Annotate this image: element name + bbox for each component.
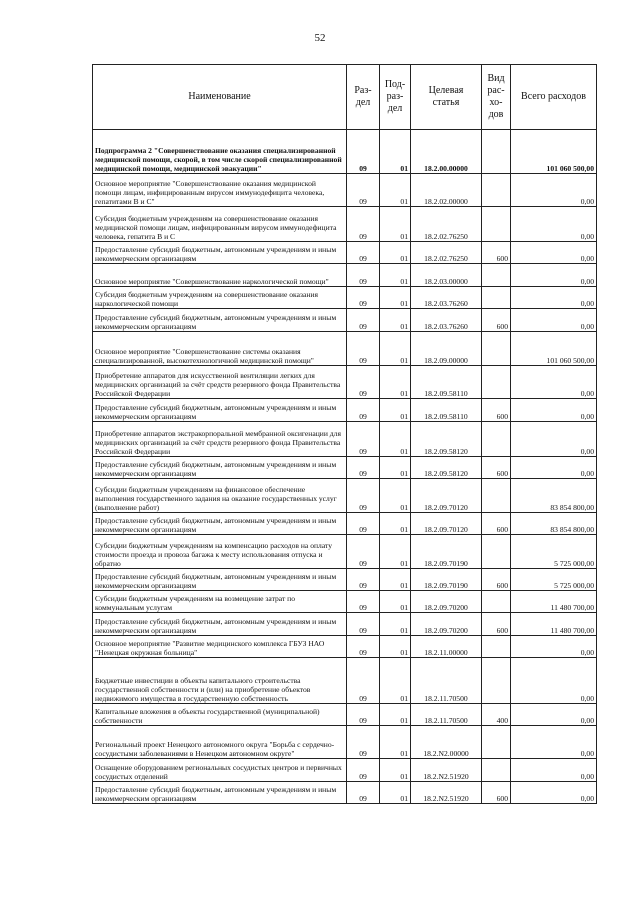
cell-statya: 18.2.03.76260 xyxy=(411,287,482,309)
cell-statya: 18.2.11.70500 xyxy=(411,658,482,704)
cell-razdel: 09 xyxy=(347,332,380,366)
cell-vid xyxy=(482,207,511,242)
cell-razdel: 09 xyxy=(347,613,380,636)
cell-name: Предоставление субсидий бюджетным, автономным учреждениям и иным некоммерческим организациям xyxy=(93,569,347,591)
cell-podrazdel: 01 xyxy=(380,207,411,242)
cell-total: 0,00 xyxy=(511,422,597,457)
cell-podrazdel: 01 xyxy=(380,264,411,287)
cell-total: 5 725 000,00 xyxy=(511,569,597,591)
table-row xyxy=(93,332,597,366)
cell-total: 0,00 xyxy=(511,636,597,658)
cell-statya: 18.2.09.70120 xyxy=(411,479,482,513)
table-row xyxy=(93,174,597,207)
cell-name: Основное мероприятие "Совершенствование системы оказания специализированной, высокотехнологичной медицинской помощи" xyxy=(93,332,347,366)
cell-total: 0,00 xyxy=(511,264,597,287)
cell-total: 101 060 500,00 xyxy=(511,332,597,366)
cell-name: Оснащение оборудованием региональных сосудистых центров и первичных сосудистых отделений xyxy=(93,759,347,782)
cell-total: 0,00 xyxy=(511,726,597,759)
cell-vid: 600 xyxy=(482,782,511,804)
cell-vid xyxy=(482,130,511,174)
cell-razdel: 09 xyxy=(347,535,380,569)
cell-total: 11 480 700,00 xyxy=(511,591,597,613)
cell-statya: 18.2.09.70190 xyxy=(411,535,482,569)
cell-vid xyxy=(482,287,511,309)
cell-podrazdel: 01 xyxy=(380,636,411,658)
cell-vid xyxy=(482,636,511,658)
cell-vid xyxy=(482,726,511,759)
cell-podrazdel: 01 xyxy=(380,535,411,569)
cell-statya: 18.2.02.76250 xyxy=(411,242,482,264)
cell-vid xyxy=(482,479,511,513)
cell-vid xyxy=(482,422,511,457)
cell-total: 0,00 xyxy=(511,399,597,422)
cell-total: 0,00 xyxy=(511,174,597,207)
cell-total: 0,00 xyxy=(511,759,597,782)
cell-vid: 600 xyxy=(482,457,511,479)
cell-razdel: 09 xyxy=(347,399,380,422)
cell-statya: 18.2.N2.00000 xyxy=(411,726,482,759)
cell-name: Приобретение аппаратов для искусственной вентиляции легких для медицинских организаций за счёт средств резервного фонда Правительства Российской Федерации xyxy=(93,366,347,399)
cell-name: Основное мероприятие "Совершенствование оказания медицинской помощи лицам, инфицированным вирусом иммунодефицита человека, гепатитами В и С" xyxy=(93,174,347,207)
table-row xyxy=(93,782,597,804)
cell-podrazdel: 01 xyxy=(380,726,411,759)
cell-name: Субсидии бюджетным учреждениям на компенсацию расходов на оплату стоимости проезда и провоза багажа к месту использования отпуска и обратно xyxy=(93,535,347,569)
cell-statya: 18.2.09.70200 xyxy=(411,613,482,636)
cell-razdel: 09 xyxy=(347,479,380,513)
cell-razdel: 09 xyxy=(347,591,380,613)
cell-podrazdel: 01 xyxy=(380,513,411,535)
cell-total: 0,00 xyxy=(511,704,597,726)
cell-total: 11 480 700,00 xyxy=(511,613,597,636)
cell-vid: 600 xyxy=(482,613,511,636)
budget-table xyxy=(92,64,597,804)
cell-vid: 600 xyxy=(482,569,511,591)
table-row xyxy=(93,366,597,399)
cell-vid xyxy=(482,658,511,704)
cell-statya: 18.2.09.58120 xyxy=(411,457,482,479)
cell-vid xyxy=(482,174,511,207)
table-row xyxy=(93,207,597,242)
cell-razdel: 09 xyxy=(347,457,380,479)
table-row xyxy=(93,513,597,535)
table-row xyxy=(93,613,597,636)
cell-podrazdel: 01 xyxy=(380,759,411,782)
cell-statya: 18.2.09.70120 xyxy=(411,513,482,535)
cell-podrazdel: 01 xyxy=(380,704,411,726)
cell-vid: 600 xyxy=(482,513,511,535)
cell-razdel: 09 xyxy=(347,759,380,782)
cell-razdel: 09 xyxy=(347,513,380,535)
cell-total: 83 854 800,00 xyxy=(511,513,597,535)
cell-total: 83 854 800,00 xyxy=(511,479,597,513)
cell-razdel: 09 xyxy=(347,264,380,287)
cell-statya: 18.2.02.00000 xyxy=(411,174,482,207)
cell-total: 0,00 xyxy=(511,242,597,264)
cell-razdel: 09 xyxy=(347,366,380,399)
cell-podrazdel: 01 xyxy=(380,287,411,309)
cell-name: Капитальные вложения в объекты государственной (муниципальной) собственности xyxy=(93,704,347,726)
cell-name: Региональный проект Ненецкого автономного округа "Борьба с сердечно-сосудистыми заболеваниями в Ненецком автономном округе" xyxy=(93,726,347,759)
cell-vid xyxy=(482,264,511,287)
cell-razdel: 09 xyxy=(347,422,380,457)
cell-name: Субсидия бюджетным учреждениям на совершенствование оказания медицинской помощи лицам, инфицированным вирусом иммунодефицита человека, гепатита В и С xyxy=(93,207,347,242)
cell-total: 0,00 xyxy=(511,782,597,804)
cell-total: 101 060 500,00 xyxy=(511,130,597,174)
table-row xyxy=(93,242,597,264)
table-row xyxy=(93,399,597,422)
cell-name: Предоставление субсидий бюджетным, автономным учреждениям и иным некоммерческим организациям xyxy=(93,399,347,422)
cell-statya: 18.2.00.00000 xyxy=(411,130,482,174)
cell-vid xyxy=(482,591,511,613)
cell-name: Предоставление субсидий бюджетным, автономным учреждениям и иным некоммерческим организациям xyxy=(93,457,347,479)
cell-total: 0,00 xyxy=(511,658,597,704)
cell-podrazdel: 01 xyxy=(380,242,411,264)
table-row xyxy=(93,704,597,726)
table-row xyxy=(93,309,597,332)
cell-statya: 18.2.N2.51920 xyxy=(411,782,482,804)
table-row xyxy=(93,457,597,479)
cell-statya: 18.2.11.00000 xyxy=(411,636,482,658)
cell-total: 0,00 xyxy=(511,287,597,309)
cell-razdel: 09 xyxy=(347,309,380,332)
cell-podrazdel: 01 xyxy=(380,782,411,804)
cell-podrazdel: 01 xyxy=(380,457,411,479)
cell-razdel: 09 xyxy=(347,130,380,174)
cell-razdel: 09 xyxy=(347,207,380,242)
cell-podrazdel: 01 xyxy=(380,399,411,422)
cell-name: Основное мероприятие "Совершенствование наркологической помощи" xyxy=(93,264,347,287)
cell-name: Субсидия бюджетным учреждениям на совершенствование оказания наркологической помощи xyxy=(93,287,347,309)
header-statya: Целевая статья xyxy=(411,65,482,130)
cell-name: Приобретение аппаратов экстракорпоральной мембранной оксигенации для медицинских организаций за счёт средств резервного фонда Правительства Российской Федерации xyxy=(93,422,347,457)
table-row xyxy=(93,759,597,782)
cell-vid xyxy=(482,332,511,366)
cell-razdel: 09 xyxy=(347,636,380,658)
cell-podrazdel: 01 xyxy=(380,130,411,174)
cell-podrazdel: 01 xyxy=(380,613,411,636)
cell-razdel: 09 xyxy=(347,174,380,207)
cell-razdel: 09 xyxy=(347,569,380,591)
table-row xyxy=(93,479,597,513)
page-number: 52 xyxy=(314,32,326,44)
cell-statya: 18.2.09.58110 xyxy=(411,366,482,399)
header-name: Наименование xyxy=(93,65,347,130)
cell-statya: 18.2.09.58120 xyxy=(411,422,482,457)
cell-total: 0,00 xyxy=(511,457,597,479)
table-body xyxy=(93,130,597,804)
cell-podrazdel: 01 xyxy=(380,479,411,513)
cell-statya: 18.2.02.76250 xyxy=(411,207,482,242)
cell-statya: 18.2.11.70500 xyxy=(411,704,482,726)
cell-statya: 18.2.09.58110 xyxy=(411,399,482,422)
cell-statya: 18.2.09.70200 xyxy=(411,591,482,613)
cell-vid: 400 xyxy=(482,704,511,726)
cell-razdel: 09 xyxy=(347,658,380,704)
table-row xyxy=(93,422,597,457)
cell-total: 0,00 xyxy=(511,207,597,242)
cell-vid: 600 xyxy=(482,309,511,332)
table-header xyxy=(93,65,597,130)
cell-name: Бюджетные инвестиции в объекты капитального строительства государственной собственности и (или) на приобретение объектов недвижимого имущества в государственную собственность xyxy=(93,658,347,704)
cell-razdel: 09 xyxy=(347,242,380,264)
cell-name: Предоставление субсидий бюджетным, автономным учреждениям и иным некоммерческим организациям xyxy=(93,613,347,636)
cell-podrazdel: 01 xyxy=(380,174,411,207)
cell-vid xyxy=(482,366,511,399)
cell-name: Субсидии бюджетным учреждениям на возмещение затрат по коммунальным услугам xyxy=(93,591,347,613)
cell-podrazdel: 01 xyxy=(380,422,411,457)
header-vid: Вид рас- хо- дов xyxy=(482,65,511,130)
cell-total: 5 725 000,00 xyxy=(511,535,597,569)
cell-podrazdel: 01 xyxy=(380,332,411,366)
table-row xyxy=(93,658,597,704)
cell-vid: 600 xyxy=(482,399,511,422)
table-row xyxy=(93,591,597,613)
cell-name: Субсидии бюджетным учреждениям на финансовое обеспечение выполнения государственного задания на оказание государственных услуг (выполнение работ) xyxy=(93,479,347,513)
table-row xyxy=(93,726,597,759)
table-row xyxy=(93,287,597,309)
cell-name: Предоставление субсидий бюджетным, автономным учреждениям и иным некоммерческим организациям xyxy=(93,782,347,804)
header-total: Всего расходов xyxy=(511,65,597,130)
cell-podrazdel: 01 xyxy=(380,569,411,591)
table-row xyxy=(93,636,597,658)
cell-statya: 18.2.09.70190 xyxy=(411,569,482,591)
table-row xyxy=(93,535,597,569)
cell-razdel: 09 xyxy=(347,287,380,309)
cell-statya: 18.2.N2.51920 xyxy=(411,759,482,782)
cell-vid xyxy=(482,535,511,569)
header-podrazdel: Под- раз- дел xyxy=(380,65,411,130)
cell-name: Предоставление субсидий бюджетным, автономным учреждениям и иным некоммерческим организациям xyxy=(93,242,347,264)
table-row xyxy=(93,569,597,591)
cell-razdel: 09 xyxy=(347,704,380,726)
cell-statya: 18.2.03.76260 xyxy=(411,309,482,332)
cell-razdel: 09 xyxy=(347,726,380,759)
table-row xyxy=(93,264,597,287)
cell-podrazdel: 01 xyxy=(380,591,411,613)
cell-razdel: 09 xyxy=(347,782,380,804)
cell-name: Основное мероприятие "Развитие медицинского комплекса ГБУЗ НАО "Ненецкая окружная больница" xyxy=(93,636,347,658)
cell-podrazdel: 01 xyxy=(380,366,411,399)
cell-statya: 18.2.09.00000 xyxy=(411,332,482,366)
cell-statya: 18.2.03.00000 xyxy=(411,264,482,287)
table-row xyxy=(93,130,597,174)
header-razdel: Раз- дел xyxy=(347,65,380,130)
cell-vid xyxy=(482,759,511,782)
cell-name: Подпрограмма 2 "Совершенствование оказания специализированной медицинской помощи, скорой, в том числе скорой специализированной медицинской помощи, медицинской эвакуации" xyxy=(93,130,347,174)
cell-total: 0,00 xyxy=(511,366,597,399)
cell-podrazdel: 01 xyxy=(380,309,411,332)
cell-podrazdel: 01 xyxy=(380,658,411,704)
cell-vid: 600 xyxy=(482,242,511,264)
cell-name: Предоставление субсидий бюджетным, автономным учреждениям и иным некоммерческим организациям xyxy=(93,309,347,332)
cell-name: Предоставление субсидий бюджетным, автономным учреждениям и иным некоммерческим организациям xyxy=(93,513,347,535)
cell-total: 0,00 xyxy=(511,309,597,332)
